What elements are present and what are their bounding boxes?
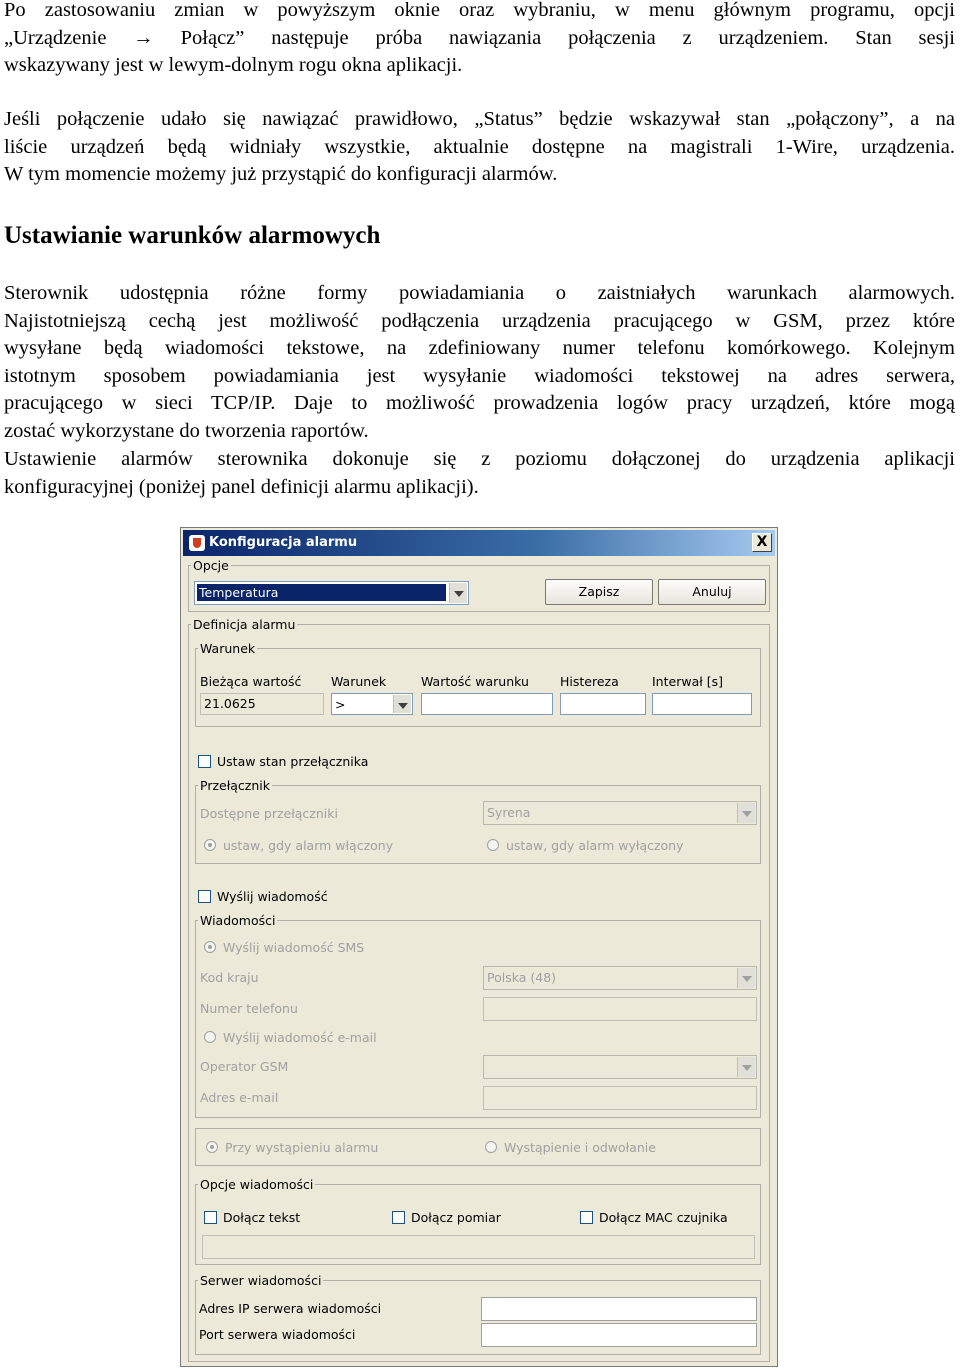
condition-legend: Warunek bbox=[200, 641, 256, 656]
hysteresis-label: Histereza bbox=[560, 674, 619, 689]
attach-mac-label: Dołącz MAC czujnika bbox=[599, 1210, 728, 1225]
text-line: Ustawienie alarmów sterownika dokonuje się z poziomu dołączonej do urządzenia aplikacji bbox=[4, 448, 955, 470]
cancel-button[interactable]: Anuluj bbox=[658, 579, 766, 605]
text-line: „Urządzenie → Połącz” następuje próba nawiązania połączenia z urządzeniem. Stan sesji bbox=[4, 26, 955, 49]
title-bar bbox=[183, 530, 775, 556]
server-port-input[interactable] bbox=[481, 1323, 757, 1347]
alarm-definition-legend: Definicja alarmu bbox=[193, 617, 296, 632]
attach-measurement-checkbox[interactable] bbox=[392, 1211, 405, 1224]
hysteresis-input[interactable] bbox=[560, 693, 646, 715]
condition-label: Warunek bbox=[331, 674, 387, 689]
radio-sms[interactable] bbox=[204, 941, 216, 953]
text-line: Po zastosowaniu zmian w powyższym oknie oraz wybraniu, w menu głównym programu, opcji bbox=[4, 0, 955, 21]
email-input[interactable] bbox=[483, 1086, 757, 1110]
interval-label: Interwał [s] bbox=[652, 674, 724, 689]
switch-select-value: Syrena bbox=[487, 805, 531, 820]
email-label: Adres e-mail bbox=[200, 1090, 279, 1105]
attach-text-checkbox[interactable] bbox=[204, 1211, 217, 1224]
country-select[interactable] bbox=[483, 966, 757, 990]
radio-occurrence-cancel[interactable] bbox=[485, 1141, 497, 1153]
server-ip-input[interactable] bbox=[481, 1297, 757, 1321]
chevron-down-icon[interactable] bbox=[449, 583, 467, 603]
message-server-legend: Serwer wiadomości bbox=[200, 1273, 322, 1288]
phone-input[interactable] bbox=[483, 997, 757, 1021]
text-line: istotnym sposobem powiadamiania jest wysyłanie wiadomości tekstowej na adres serwera, bbox=[4, 364, 955, 387]
chevron-down-icon[interactable] bbox=[737, 968, 755, 988]
attach-mac-checkbox[interactable] bbox=[580, 1211, 593, 1224]
country-select-value: Polska (48) bbox=[487, 970, 557, 985]
radio-occurrence-cancel-label: Wystąpienie i odwołanie bbox=[504, 1140, 656, 1155]
interval-input[interactable] bbox=[652, 693, 752, 715]
save-button[interactable]: Zapisz bbox=[545, 579, 653, 605]
text-line: wysyłane będą wiadomości tekstowe, na zdefiniowany numer telefonu komórkowego. Kolejnym bbox=[4, 337, 955, 360]
paragraph-3 bbox=[4, 280, 955, 446]
country-code-label: Kod kraju bbox=[200, 970, 259, 985]
radio-occurrence[interactable] bbox=[206, 1141, 218, 1153]
text-line: wskazywany jest w lewym-dolnym rogu okna aplikacji. bbox=[4, 54, 463, 77]
chevron-down-icon[interactable] bbox=[737, 803, 755, 823]
send-message-label: Wyślij wiadomość bbox=[217, 889, 328, 904]
chevron-down-icon[interactable] bbox=[737, 1057, 755, 1077]
send-message-checkbox[interactable] bbox=[198, 890, 211, 903]
radio-occurrence-label: Przy wystąpieniu alarmu bbox=[225, 1140, 379, 1155]
message-text-input[interactable] bbox=[202, 1235, 755, 1259]
switch-select[interactable] bbox=[483, 801, 757, 825]
attach-measurement-label: Dołącz pomiar bbox=[411, 1210, 501, 1225]
current-value-field: 21.0625 bbox=[200, 693, 324, 715]
operator-label: Operator GSM bbox=[200, 1059, 289, 1074]
radio-alarm-off-label: ustaw, gdy alarm wyłączony bbox=[506, 838, 684, 853]
sensor-select[interactable] bbox=[194, 581, 469, 605]
paragraph-1 bbox=[4, 0, 955, 80]
section-heading: Ustawianie warunków alarmowych bbox=[4, 222, 381, 249]
text-line: Sterownik udostępnia różne formy powiadamiania o zaistniałych warunkach alarmowych. bbox=[4, 282, 955, 304]
text-line: W tym momencie możemy już przystąpić do konfiguracji alarmów. bbox=[4, 163, 558, 186]
options-legend: Opcje bbox=[193, 558, 229, 573]
radio-sms-label: Wyślij wiadomość SMS bbox=[223, 940, 365, 955]
paragraph-4 bbox=[4, 446, 955, 501]
current-value-label: Bieżąca wartość bbox=[200, 674, 302, 689]
set-switch-label: Ustaw stan przełącznika bbox=[217, 754, 369, 769]
condition-value-label: Wartość warunku bbox=[421, 674, 529, 689]
radio-email-label: Wyślij wiadomość e-mail bbox=[223, 1030, 377, 1045]
condition-select[interactable] bbox=[331, 693, 413, 715]
switch-legend: Przełącznik bbox=[200, 778, 270, 793]
radio-alarm-on-label: ustaw, gdy alarm włączony bbox=[223, 838, 394, 853]
close-button[interactable]: X bbox=[752, 533, 772, 552]
radio-alarm-off[interactable] bbox=[487, 839, 499, 851]
dialog-title: Konfiguracja alarmu bbox=[209, 535, 358, 550]
message-options-legend: Opcje wiadomości bbox=[200, 1177, 314, 1192]
attach-text-label: Dołącz tekst bbox=[223, 1210, 301, 1225]
server-ip-label: Adres IP serwera wiadomości bbox=[199, 1301, 382, 1316]
radio-alarm-on[interactable] bbox=[204, 839, 216, 851]
chevron-down-icon[interactable] bbox=[393, 695, 411, 713]
text-line: liście urządzeń będą widniały wszystkie, aktualnie dostępne na magistrali 1-Wire, urządzenia. bbox=[4, 135, 955, 158]
paragraph-2 bbox=[4, 106, 955, 189]
available-switches-label: Dostępne przełączniki bbox=[200, 806, 338, 821]
set-switch-checkbox[interactable] bbox=[198, 755, 211, 768]
operator-select[interactable] bbox=[483, 1055, 757, 1079]
condition-select-value: > bbox=[335, 697, 346, 712]
radio-email[interactable] bbox=[204, 1031, 216, 1043]
java-icon bbox=[189, 535, 205, 551]
messages-legend: Wiadomości bbox=[200, 913, 276, 928]
text-line: konfiguracyjnej (poniżej panel definicji alarmu aplikacji). bbox=[4, 475, 479, 498]
alarm-config-dialog bbox=[180, 527, 778, 1367]
text-line: Najistotniejszą cechą jest możliwość podłączenia urządzenia pracującego w GSM, przez które bbox=[4, 309, 955, 332]
text-line: pracującego w sieci TCP/IP. Daje to możliwość prowadzenia logów pracy urządzeń, które mogą bbox=[4, 392, 955, 415]
server-port-label: Port serwera wiadomości bbox=[199, 1327, 356, 1342]
text-line: zostać wykorzystane do tworzenia raportów. bbox=[4, 419, 369, 442]
phone-label: Numer telefonu bbox=[200, 1001, 298, 1016]
text-line: Jeśli połączenie udało się nawiązać prawidłowo, „Status” będzie wskazywał stan „połączony”, a na bbox=[4, 108, 955, 130]
sensor-select-value: Temperatura bbox=[197, 584, 446, 601]
condition-value-input[interactable] bbox=[421, 693, 553, 715]
